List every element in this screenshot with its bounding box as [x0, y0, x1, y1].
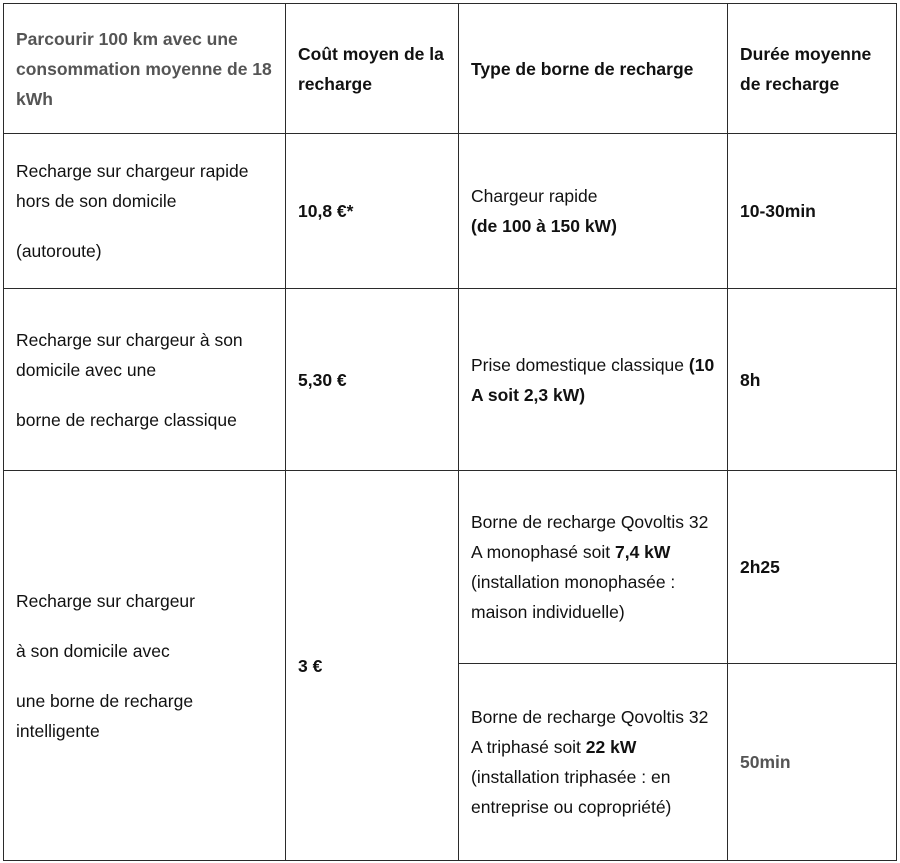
charger-power: (10 A soit 2,3 kW): [471, 354, 715, 405]
situation-text: Recharge sur chargeur: [16, 590, 195, 611]
situation-cell: [4, 289, 286, 471]
charger-power: (de 100 à 150 kW): [471, 216, 617, 236]
charger-cell: [459, 664, 728, 861]
situation-text: Recharge sur chargeur à son domicile avec une: [16, 329, 243, 380]
charger-type-text: Borne de recharge Qovoltis 32 A triphasé soit: [471, 707, 709, 757]
charging-cost-table: [3, 3, 897, 861]
charger-installation-note: (installation triphasée : en entreprise ou copropriété): [471, 767, 672, 817]
header-distance-consumption: Parcourir 100 km avec une consommation moyenne de 18 kWh: [4, 4, 286, 134]
charger-cell: [459, 289, 728, 471]
header-average-cost: Coût moyen de la recharge: [286, 4, 459, 134]
header-charger-type: Type de borne de recharge: [459, 4, 728, 134]
duration-cell: 8h: [728, 289, 897, 471]
duration-cell: 50min: [728, 664, 897, 861]
cost-cell: 10,8 €*: [286, 134, 459, 289]
situation-text-continued: à son domicile avec: [16, 640, 170, 661]
charger-type-text: Chargeur rapide: [471, 186, 598, 206]
situation-text: Recharge sur chargeur rapide hors de son domicile: [16, 161, 249, 211]
charger-cell: [459, 134, 728, 289]
table-row: [4, 289, 897, 471]
table-row: [4, 471, 897, 664]
situation-cell: [4, 134, 286, 289]
situation-text-continued: borne de recharge classique: [16, 409, 237, 430]
charger-cell: [459, 471, 728, 664]
table-row: [4, 134, 897, 289]
charger-type-text: Borne de recharge Qovoltis 32 A monophasé soit: [471, 512, 709, 562]
charger-type-text: Prise domestique classique: [471, 354, 689, 375]
cost-cell: 3 €: [286, 471, 459, 861]
charger-power: 22 kW: [585, 737, 637, 757]
duration-cell: 2h25: [728, 471, 897, 664]
header-average-duration: Durée moyenne de recharge: [728, 4, 897, 134]
situation-text-end: une borne de recharge intelligente: [16, 690, 194, 741]
duration-cell: 10-30min: [728, 134, 897, 289]
cost-cell: 5,30 €: [286, 289, 459, 471]
charger-power: 7,4 kW: [614, 542, 671, 562]
situation-cell: [4, 471, 286, 861]
charger-installation-note: (installation monophasée : maison individuelle): [471, 572, 676, 622]
header-row: [4, 4, 897, 134]
situation-note: (autoroute): [16, 241, 102, 261]
